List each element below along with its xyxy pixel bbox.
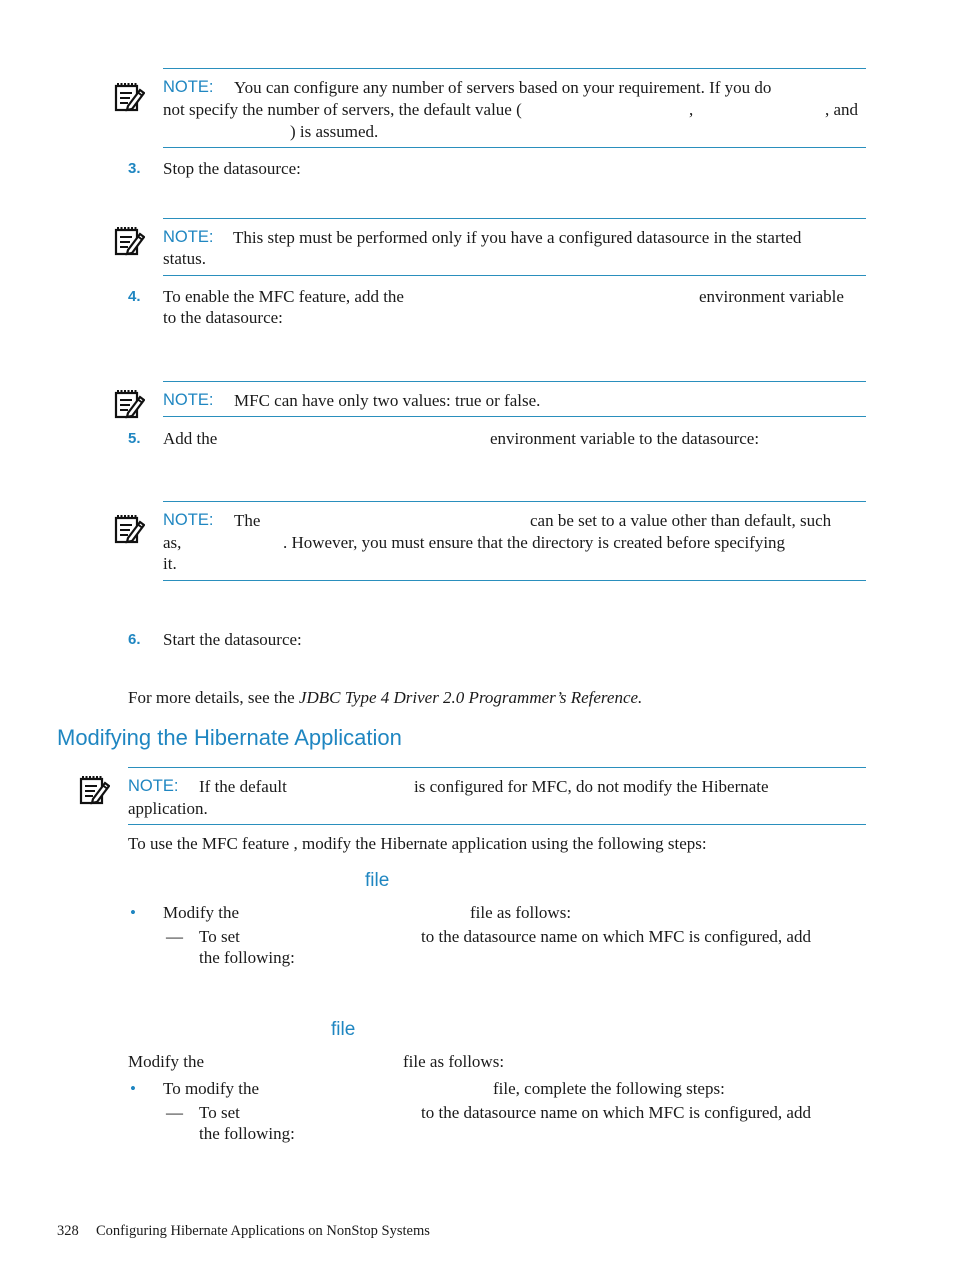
step4-number: 4. [128, 288, 141, 305]
step3-number: 3. [128, 160, 141, 177]
step3-text: Stop the datasource: [163, 159, 301, 178]
note1-label: NOTE: [163, 78, 214, 96]
sub1-dash-b: to the datasource name on which MFC is configured, add [421, 927, 811, 946]
footer-page-number: 328 [57, 1223, 79, 1239]
step4-line2: to the datasource: [163, 308, 283, 327]
note1-comma: , [689, 100, 694, 119]
step4-line1a: To enable the MFC feature, add the [163, 287, 404, 306]
sub2-bullet-b: file, complete the following steps: [493, 1079, 725, 1098]
note2-label: NOTE: [163, 228, 214, 246]
note4-label: NOTE: [163, 511, 214, 529]
note4-line2b: . However, you must ensure that the directory is created before specifying [283, 533, 786, 552]
subsection2-title: file [331, 1019, 356, 1040]
note-pencil-icon [113, 80, 145, 112]
sub2-modify-b: file as follows: [403, 1052, 505, 1071]
note2-line1: This step must be performed only if you have a configured datasource in the started [233, 228, 802, 247]
note4-line1a: The [234, 511, 261, 530]
section-heading: Modifying the Hibernate Application [57, 725, 402, 750]
footer-title: Configuring Hibernate Applications on NonStop Systems [96, 1223, 430, 1239]
step4-line1b: environment variable [699, 287, 844, 306]
step5-number: 5. [128, 430, 141, 447]
note1-line2c: , and [825, 100, 859, 119]
sub1-bullet-a: Modify the [163, 903, 240, 922]
note-pencil-icon [113, 512, 145, 544]
bullet-marker: • [130, 903, 136, 922]
step6-number: 6. [128, 631, 141, 648]
note4-top-rule [163, 501, 866, 502]
note3-top-rule [163, 381, 866, 382]
more-details-prefix: For more details, see the [128, 688, 295, 707]
note1-bottom-rule [163, 147, 866, 148]
dash-marker: — [166, 1103, 183, 1122]
note4-bottom-rule [163, 580, 866, 581]
sub1-dash-line2: the following: [199, 948, 295, 967]
note-pencil-icon [113, 387, 145, 419]
sub2-modify-a: Modify the [128, 1052, 205, 1071]
note3-bottom-rule [163, 416, 866, 417]
section-note-line1a: If the default [199, 777, 287, 796]
note4-line1b: can be set to a value other than default, such [530, 511, 832, 530]
sub2-dash-b: to the datasource name on which MFC is configured, add [421, 1103, 811, 1122]
subsection1-title: file [365, 870, 390, 891]
section-intro: To use the MFC feature , modify the Hibernate application using the following steps: [128, 834, 707, 853]
note2-bottom-rule [163, 275, 866, 276]
sub2-dash-line2: the following: [199, 1124, 295, 1143]
note4-line2a: as, [163, 533, 182, 552]
section-note-label: NOTE: [128, 777, 179, 795]
section-note-line1b: is configured for MFC, do not modify the Hibernate [414, 777, 769, 796]
note3-text: MFC can have only two values: true or false. [234, 391, 541, 410]
note1-top-rule [163, 68, 866, 69]
step5-text-b: environment variable to the datasource: [490, 429, 760, 448]
note2-line2: status. [163, 249, 206, 268]
note1-line3: ) is assumed. [290, 122, 379, 141]
note1-line2a: not specify the number of servers, the default value ( [163, 100, 522, 119]
step5-text-a: Add the [163, 429, 218, 448]
more-details-paragraph [128, 687, 642, 708]
note-pencil-icon [78, 773, 110, 805]
sub1-dash-a: To set [199, 927, 240, 946]
note1-line1: You can configure any number of servers based on your requirement. If you do [234, 78, 772, 97]
section-note-top-rule [128, 767, 866, 768]
note3-label: NOTE: [163, 391, 214, 409]
dash-marker: — [166, 927, 183, 946]
note4-line3: it. [163, 554, 177, 573]
note2-top-rule [163, 218, 866, 219]
section-note-bottom-rule [128, 824, 866, 825]
bullet-marker: • [130, 1079, 136, 1098]
sub2-dash-a: To set [199, 1103, 240, 1122]
sub2-bullet-a: To modify the [163, 1079, 260, 1098]
section-note-line2: application. [128, 799, 208, 818]
step6-text: Start the datasource: [163, 630, 302, 649]
note-pencil-icon [113, 224, 145, 256]
sub1-bullet-b: file as follows: [470, 903, 572, 922]
programmers-reference-title: JDBC Type 4 Driver 2.0 Programmer’s Reference. [298, 688, 643, 707]
